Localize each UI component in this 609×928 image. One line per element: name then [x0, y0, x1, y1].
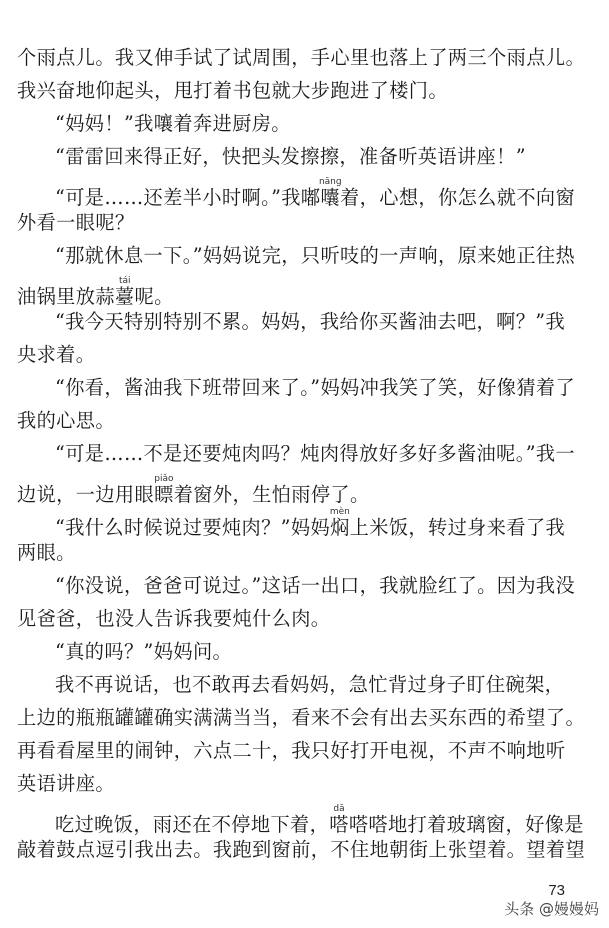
- text-line: [17, 342, 592, 368]
- text-segment: 着窗外，生怕雨停了。: [173, 483, 370, 506]
- text-line: [17, 45, 592, 71]
- text-segment: 两眼。: [17, 541, 76, 564]
- text-segment: “雷雷回来得正好，快把头发擦擦，准备听英语讲座！”: [55, 145, 526, 168]
- paragraph-line: [55, 441, 592, 467]
- text-segment: 上米饭，转过身来看了我: [349, 516, 566, 539]
- ruby-da: 嗒dā: [329, 804, 349, 836]
- paragraph-line: [55, 375, 592, 401]
- text-segment: 再看看屋里的闹钟，六点二十，我只好打开电视，不声不响地听: [17, 739, 566, 762]
- text-line: [17, 738, 592, 764]
- text-segment: 嗒嗒地打着玻璃窗，好像是: [348, 813, 584, 836]
- ruby-men: 焖mèn: [329, 507, 350, 539]
- text-segment: “你没说，爸爸可说过。”这话一出口，我就脸红了。因为我没: [55, 574, 576, 597]
- text-segment: 我不再说话，也不敢再去看妈妈，急忙背过身子盯住碗架，: [55, 673, 565, 696]
- text-segment: 我的心思。: [17, 409, 115, 432]
- ruby-tai: 薹tái: [114, 276, 135, 308]
- text-segment: 油锅里放蒜: [17, 285, 115, 308]
- text-segment: “我今天特别特别不累。妈妈，我给你买酱油去吧，啊？”我: [55, 310, 566, 333]
- text-segment: “妈妈！”我嚷着奔进厨房。: [55, 112, 291, 135]
- text-segment: “我什么时候说过要炖肉？”妈妈: [55, 516, 331, 539]
- text-segment: 央求着。: [17, 343, 96, 366]
- text-line: [17, 606, 592, 632]
- text-line: [17, 705, 592, 731]
- text-segment: “可是……不是还要炖肉吗？炖肉得放好多好多酱油呢。”我一: [55, 442, 576, 465]
- text-segment: 见爸爸，也没人告诉我要炖什么肉。: [17, 607, 331, 630]
- paragraph-line: [55, 804, 592, 838]
- paragraph-line: [55, 507, 592, 541]
- text-line: [17, 771, 592, 797]
- paragraph-line: [55, 639, 592, 665]
- paragraph-line: [55, 573, 592, 599]
- text-segment: 边说，一边用眼: [17, 483, 155, 506]
- watermark: 头条 @嫚嫚妈: [504, 900, 599, 918]
- ruby-piao: 瞟piǎo: [154, 474, 174, 506]
- text-segment: 个雨点儿。我又伸手试了试周围，手心里也落上了两三个雨点儿。: [17, 46, 586, 69]
- text-line: [17, 276, 592, 310]
- text-line: [17, 78, 592, 104]
- text-segment: “你看，酱油我下班带回来了。”妈妈冲我笑了笑，好像猜着了: [55, 376, 576, 399]
- paragraph-line: [55, 309, 592, 335]
- text-line: [17, 210, 592, 236]
- paragraph-line: [55, 144, 592, 170]
- text-line: [17, 540, 592, 566]
- paragraph-line: [55, 177, 592, 211]
- text-segment: “那就休息一下。”妈妈说完，只听吱的一声响，原来她正往热: [55, 244, 576, 267]
- text-segment: 敲着鼓点逗引我出去。我跑到窗前，不住地朝街上张望着。望着望: [17, 838, 586, 861]
- text-segment: 我兴奋地仰起头，甩打着书包就大步跑进了楼门。: [17, 79, 448, 102]
- text-line: [17, 837, 592, 863]
- text-segment: 吃过晚饭，雨还在不停地下着，: [55, 813, 330, 836]
- text-segment: 呢。: [134, 285, 174, 308]
- paragraph-line: [55, 672, 592, 698]
- text-line: [17, 474, 592, 508]
- text-segment: 英语讲座。: [17, 772, 115, 795]
- ruby-nang: 囔nāng: [318, 177, 342, 209]
- paragraph-line: [55, 243, 592, 269]
- paragraph-line: [55, 111, 592, 137]
- text-segment: 外看一眼呢？: [17, 211, 135, 234]
- text-segment: 着，心想，你怎么就不向窗: [340, 186, 576, 209]
- text-line: [17, 408, 592, 434]
- text-segment: “可是……还差半小时啊。”我嘟: [55, 186, 321, 209]
- page-number: 73: [548, 882, 565, 899]
- text-segment: 上边的瓶瓶罐罐确实满满当当，看来不会有出去买东西的希望了。: [17, 706, 586, 729]
- text-segment: “真的吗？”妈妈问。: [55, 640, 233, 663]
